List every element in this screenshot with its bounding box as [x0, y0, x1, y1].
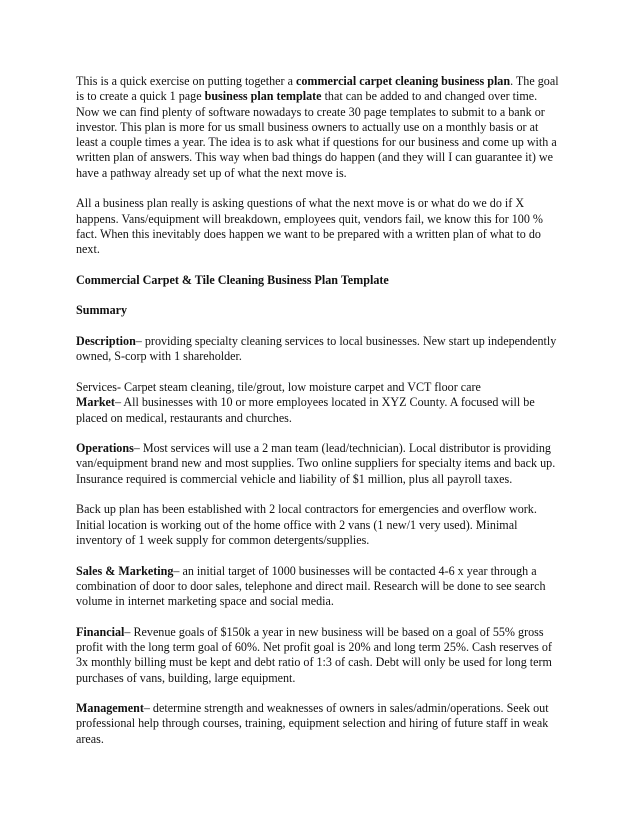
backup-plan-paragraph: Back up plan has been established with 2 local contractors for emergencies and overflow work. Initial location is working out of the home office with 2 vans (1 new/1 very used). Minimal inventory of 1 week supply for common detergents/supplies. [76, 502, 537, 547]
summary-heading: Summary [76, 303, 128, 318]
market-label: Market [76, 395, 115, 410]
document-title: Commercial Carpet & Tile Cleaning Business Plan Template [76, 272, 389, 287]
description-label: Description [76, 334, 136, 349]
operations-section [76, 441, 562, 487]
intro-paragraph-1 [76, 74, 562, 181]
sales-marketing-label: Sales & Marketing [76, 563, 174, 578]
management-section [76, 701, 562, 747]
intro-text: that can be added to and changed over time. Now we can find plenty of software nowadays to create 30 page templates to submit to a bank or investor. This plan is more for us small business owners to actually use on a monthly basis or at least a couple times a year. The idea is to ask what if questions for our business and come up with a written plan of answers. This way when bad things do happen (and they will I can guarantee it) we have a pathway already set up of what the next move is. [76, 89, 557, 180]
intro-paragraph-2: All a business plan really is asking questions of what the next move is or what do we do if X happens. Vans/equipment will breakdown, employees quit, vendors fail, we know this for 100 % fact. When this inevitably does happen we want to be prepared with a written plan of what to do next. [76, 196, 543, 257]
intro-text: . The goal is to create a quick 1 page [76, 74, 559, 104]
financial-section [76, 625, 562, 686]
description-text: – providing specialty cleaning services to local businesses. New start up independently owned, S-corp with 1 shareholder. [76, 334, 557, 364]
sales-marketing-section [76, 564, 562, 610]
sales-marketing-text: – an initial target of 1000 businesses will be contacted 4-6 x year through a combination of door to door sales, telephone and direct mail. Research will be done to see search volume in internet marketing space and social media. [76, 563, 546, 609]
intro-text: This is a quick exercise on putting together a [76, 74, 296, 88]
market-text: – All businesses with 10 or more employees located in XYZ County. A focused will be placed on medical, restaurants and churches. [76, 395, 535, 425]
services-line: Services- Carpet steam cleaning, tile/grout, low moisture carpet and VCT floor care [76, 379, 481, 394]
management-text: – determine strength and weaknesses of owners in sales/admin/operations. Seek out professional help through courses, training, equipment selection and hiring of future staff in weak areas. [76, 701, 549, 746]
market-section [76, 395, 562, 426]
management-label: Management [76, 701, 144, 716]
financial-label: Financial [76, 624, 125, 639]
document-page [76, 74, 562, 762]
operations-label: Operations [76, 441, 134, 456]
description-section [76, 334, 562, 365]
operations-text: – Most services will use a 2 man team (lead/technician). Local distributor is providing van/equipment brand new and most supplies. Two online suppliers for specialty items and back up. Insurance required is commercial vehicle and liability of $1 million, plus all payroll taxes. [76, 441, 556, 486]
intro-bold-phrase: commercial carpet cleaning business plan [295, 74, 511, 88]
financial-text: – Revenue goals of $150k a year in new business will be based on a goal of 55% gross profit with the long term goal of 60%. Net profit goal is 20% and long term 25%. Cash reserves of 3x monthly billing must be kept and debt ratio of 1:3 of cash. Debt will only be used for long term purchases of vans, building, large equipment. [76, 624, 552, 685]
intro-bold-phrase: business plan template [204, 89, 322, 104]
